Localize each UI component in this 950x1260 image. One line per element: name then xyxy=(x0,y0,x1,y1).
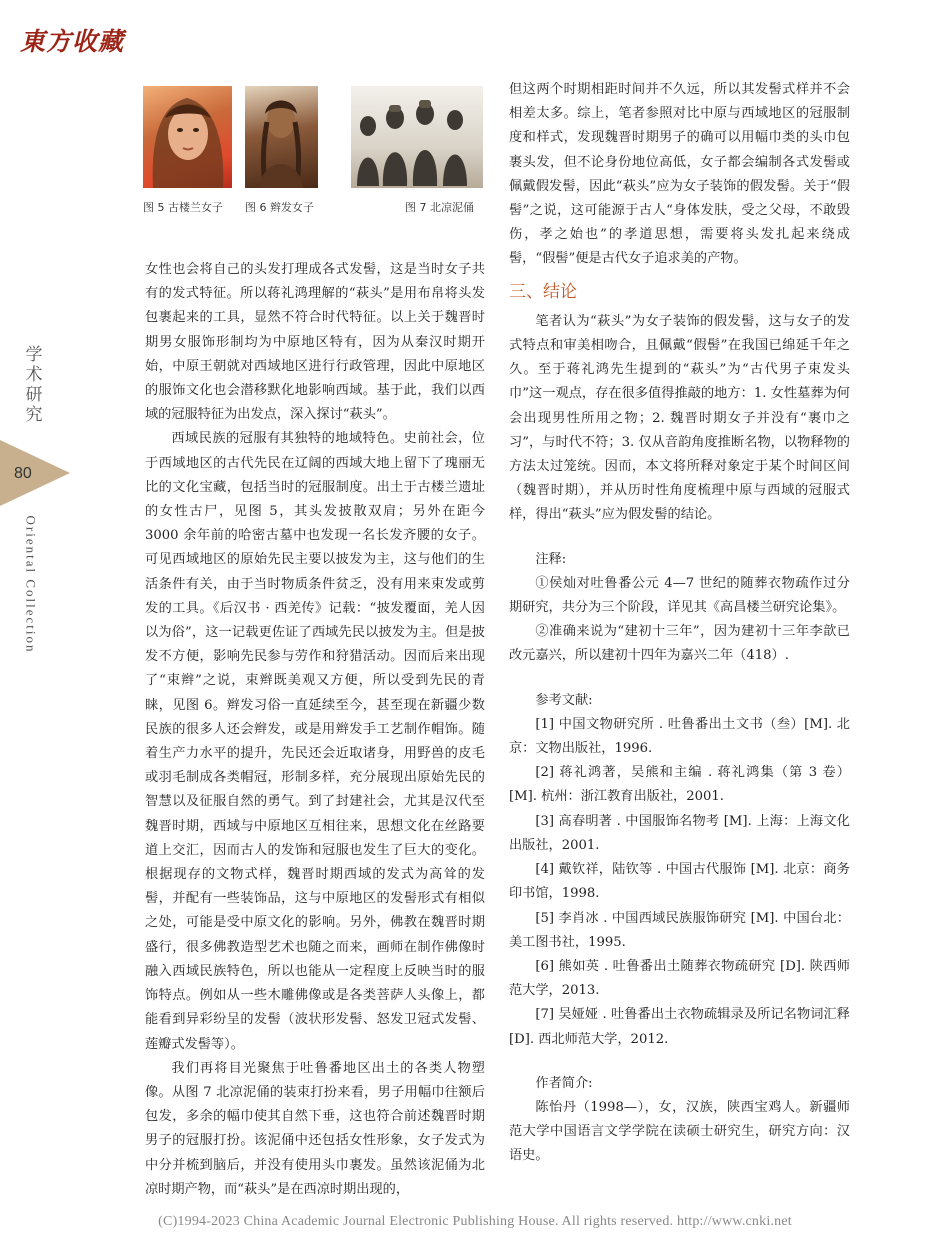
copyright-footer: (C)1994-2023 China Academic Journal Electronic Publishing House. All rights reserved. http://www.cnki.net xyxy=(158,1214,792,1229)
loulan-woman-illustration xyxy=(143,86,232,188)
body-paragraph: 女性也会将自己的头发打理成各式发髻，这是当时女子共有的发式特征。所以蒋礼鸿理解的“萩头”是用布帛将头发包裹起来的工具，显然不符合时代特征。以上关于魏晋时期男女服饰形制均为中原地区特有，因为从秦汉时期开始，中原王朝就对西域地区进行行政管理，因此中原地区的服饰文化也会潜移默化地影响西域。基于此，我们以西域的冠服特征为出发点，深入探讨“萩头”。 xyxy=(145,262,485,423)
braided-woman-figurine xyxy=(245,86,318,188)
figure-7-caption: 图 7 北凉泥俑 xyxy=(405,201,474,214)
figure-strip xyxy=(143,86,483,216)
note-item: ①侯灿对吐鲁番公元 4—7 世纪的随葬衣物疏作过分期研究，共分为三个阶段，详见其《高昌楼兰研究论集》。 xyxy=(509,575,850,616)
journal-logo: 東方收藏 xyxy=(20,27,125,56)
body-paragraph: 西域民族的冠服有其独特的地域特色。史前社会，位于西域地区的古代先民在辽阔的西域大地上留下了瑰丽无比的文化宝藏，包括当时的冠服制度。出土于古楼兰遗址的女性古尸，见图 5，其头发披散双肩；另外在距今 3000 余年前的哈密古墓中也发现一名长发齐腰的女子。可见西域地区的原始先民主要以披发为主，这与他们的生活条件有关，由于当时物质条件贫乏，没有用来束发或剪发的工具。《后汉书 · 西羌传》记载：“披发覆面，羌人因以为俗”，这一记载更佐证了西域先民以披发为主。但是披发不方便，影响先民参与劳作和狩猎活动。因而后来出现了“束辫”之说，束辫既美观又方便，所以受到先民的青睐，见图 6。辫发习俗一直延续至今，甚至现在新疆少数民族的很多人还会辫发，或是用辫发手工艺制作帽饰。随着生产力水平的提升，先民还会近取诸身，用野兽的皮毛或羽毛制成各类帽冠，形制多样，充分展现出原始先民的智慧以及征服自然的勇气。到了封建社会，尤其是汉代至魏晋时期，西域与中原地区互相往来，思想文化在丝路要道上交汇，因而古人的发饰和冠服也发生了巨大的变化。根据现存的文物式样，魏晋时期西域的发式为高耸的发髻，并配有一些装饰品，这与中原地区的发髻形式有相似之处，可能是受中原文化的影响。另外，佛教在魏晋时期盛行，很多佛教造型艺术也随之而来，画师在制作佛像时融入西域民族特色，所以也能从一定程度上反映当时的服饰特点。例如从一些木雕佛像或是各类菩萨人头像上，都能看到异彩纷呈的发髻（波状形发髻、怒发卫冠式发髻、莲瓣式发髻等）。 xyxy=(145,431,485,1052)
figure-5-image xyxy=(143,86,232,188)
author-bio: 陈怡丹（1998—），女，汉族，陕西宝鸡人。新疆师范大学中国语言文学学院在读硕士研究生，研究方向：汉语史。 xyxy=(509,1099,850,1164)
section-label: 学术研究 xyxy=(25,345,43,425)
note-item: ②准确来说为“建初十三年”，因为建初十三年李歆已改元嘉兴，所以建初十四年为嘉兴二年（418）. xyxy=(509,624,850,664)
figure-6-caption: 图 6 辫发女子 xyxy=(245,201,314,214)
conclusion-paragraph: 笔者认为“萩头”为女子装饰的假发髻，这与女子的发式特点和审美相吻合，且佩戴“假髻”在我国已绵延千年之久。至于蒋礼鸿先生提到的“萩头”为“古代男子束发头巾”这一观点，存在很多值得推敲的地方：1. 女性墓葬为何会出现男性所用之物；2. 魏晋时期女子并没有“裹巾之习”，与时代不符；3. 仅从音韵角度推断名物，以物释物的方法太过笼统。因而，本文将所释对象定于某个时间区间（魏晋时期），并从历时性角度梳理中原与西域的冠服式样，得出“萩头”应为假发髻的结论。 xyxy=(509,313,850,523)
references-label: 参考文献: xyxy=(535,692,593,708)
body-paragraph: 但这两个时期相距时间并不久远，所以其发髻式样并不会相差太多。综上，笔者参照对比中原与西域地区的冠服制度和样式，发现魏晋时期男子的确可以用幅巾类的头巾包裹头发，但不论身份地位高低，女子都会编制各式发髻或佩戴假发髻，因此“萩头”应为女子装饰的假发髻。关于“假髻”之说，这可能源于古人“身体发肤，受之父母，不敢毁伤，孝之始也”的孝道思想，需要将头发扎起来绕成髻，“假髻”便是古代女子追求美的产物。 xyxy=(509,82,850,267)
page-tab-triangle xyxy=(0,440,70,506)
page-number: 80 xyxy=(14,465,32,482)
journal-name-vertical xyxy=(20,515,40,678)
figure-5-caption: 图 5 古楼兰女子 xyxy=(143,201,223,214)
northern-liang-clay-figures xyxy=(351,86,483,188)
reference-item: [2] 蒋礼鸿著，吴熊和主编 . 蒋礼鸿集（第 3 卷）[M]. 杭州：浙江教育出版社，2001. xyxy=(509,765,850,805)
reference-item: [6] 熊如英 . 吐鲁番出土随葬衣物疏研究 [D]. 陕西师范大学，2013. xyxy=(509,958,850,999)
reference-item: [7] 吴娅娅 . 吐鲁番出土衣物疏辑录及所记名物词汇释 [D]. 西北师范大学，2012. xyxy=(509,1007,850,1047)
notes-label: 注释: xyxy=(535,551,567,567)
journal-name-en: Oriental Collection xyxy=(23,515,39,654)
reference-item: [1] 中国文物研究所 . 吐鲁番出土文书（叁）[M]. 北京：文物出版社，1996. xyxy=(509,716,850,757)
reference-item: [3] 高春明著 . 中国服饰名物考 [M]. 上海：上海文化出版社，2001. xyxy=(509,813,850,853)
figure-6-image xyxy=(245,86,318,188)
figure-7-image xyxy=(351,86,483,188)
reference-item: [4] 戴钦祥，陆钦等 . 中国古代服饰 [M]. 北京：商务印书馆，1998. xyxy=(509,862,850,902)
conclusion-heading: 三、结论 xyxy=(509,281,577,302)
reference-item: [5] 李肖冰 . 中国西域民族服饰研究 [M]. 中国台北：美工图书社，1995. xyxy=(509,910,850,950)
author-label: 作者简介: xyxy=(535,1075,593,1091)
right-column xyxy=(509,78,850,1169)
left-column xyxy=(145,258,485,1202)
body-paragraph: 我们再将目光聚焦于吐鲁番地区出土的各类人物塑像。从图 7 北凉泥俑的装束打扮来看，男子用幅巾往额后包发，多余的幅巾使其自然下垂，这也符合前述魏晋时期男子的冠服打扮。该泥俑中还包括女性形象，女子发式为中分并梳到脑后，并没有使用头巾裹发。虽然该泥俑为北凉时期产物，而“萩头”是在西凉时期出现的， xyxy=(145,1060,485,1197)
